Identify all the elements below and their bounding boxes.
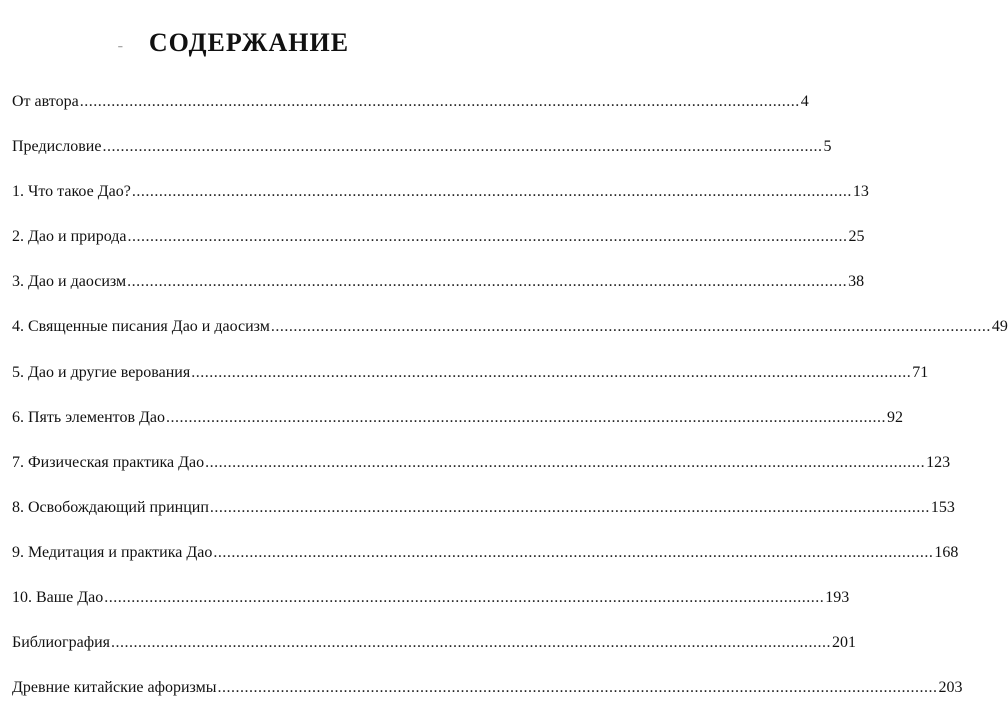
toc-entry-label: 4. Священные писания Дао и даосизм bbox=[12, 318, 270, 336]
toc-entry bbox=[12, 498, 955, 543]
page-title: СОДЕРЖАНИЕ bbox=[148, 28, 350, 57]
leader-dots: ................................................................................................................................................................ bbox=[213, 543, 934, 561]
toc-entry bbox=[12, 678, 963, 723]
leader-dots: ................................................................................................................................................................ bbox=[127, 228, 848, 246]
toc-entry-label: 2. Дао и природа bbox=[12, 228, 127, 246]
toc-entry-page: 13 bbox=[852, 183, 869, 201]
leader-dots: ................................................................................................................................................................ bbox=[166, 408, 887, 426]
leader-dots: ................................................................................................................................................................ bbox=[127, 273, 848, 291]
leader-dots: ................................................................................................................................................................ bbox=[270, 318, 991, 336]
toc-entry-label: 1. Что такое Дао? bbox=[12, 183, 131, 201]
toc-entry bbox=[12, 408, 904, 453]
toc-entry-label: Древние китайские афоризмы bbox=[12, 679, 217, 697]
toc-entry-label: 3. Дао и даосизм bbox=[12, 273, 127, 291]
toc-entry-page: 5 bbox=[823, 138, 832, 156]
toc-entry bbox=[12, 453, 951, 498]
toc-entry-label: 7. Физическая практика Дао bbox=[12, 453, 205, 471]
toc-entry bbox=[12, 92, 809, 137]
toc-entry bbox=[12, 137, 832, 182]
toc-entry-label: 9. Медитация и практика Дао bbox=[12, 543, 213, 561]
toc-entry bbox=[12, 227, 865, 272]
leader-dots: ................................................................................................................................................................ bbox=[104, 589, 825, 607]
leader-dots: ................................................................................................................................................................ bbox=[217, 679, 938, 697]
leader-dots: ................................................................................................................................................................ bbox=[205, 453, 926, 471]
toc-entry-label: 8. Освобождающий принцип bbox=[12, 498, 209, 516]
leader-dots: ................................................................................................................................................................ bbox=[131, 183, 852, 201]
toc-entry-label: 5. Дао и другие верования bbox=[12, 363, 191, 381]
toc-entry bbox=[12, 272, 865, 317]
leader-dots: ................................................................................................................................................................ bbox=[111, 634, 831, 652]
toc-entry-label: Предисловие bbox=[12, 138, 102, 156]
toc-entry bbox=[12, 317, 1008, 362]
toc-entry-page: 71 bbox=[912, 363, 929, 381]
leader-dots: ................................................................................................................................................................ bbox=[102, 138, 823, 156]
toc-entry-page: 193 bbox=[825, 589, 850, 607]
toc-entry-label: 6. Пять элементов Дао bbox=[12, 408, 166, 426]
toc-entry bbox=[12, 182, 869, 227]
table-of-contents bbox=[12, 92, 1008, 723]
toc-entry-page: 4 bbox=[800, 93, 809, 110]
toc-entry-page: 153 bbox=[930, 498, 955, 516]
toc-entry-page: 25 bbox=[848, 228, 865, 246]
toc-entry-page: 92 bbox=[887, 408, 904, 426]
toc-entry-page: 38 bbox=[848, 273, 865, 291]
toc-entry-label: 10. Ваше Дао bbox=[12, 589, 104, 607]
print-mark: ˉ bbox=[118, 44, 123, 59]
toc-entry bbox=[12, 588, 850, 633]
toc-entry-page: 201 bbox=[832, 634, 856, 652]
leader-dots: ................................................................................................................................................................ bbox=[191, 363, 912, 381]
toc-entry-page: 168 bbox=[934, 543, 959, 561]
toc-entry-label: Библиография bbox=[12, 634, 110, 652]
toc-entry-page: 49 bbox=[991, 318, 1008, 336]
leader-dots: ................................................................................................................................................................ bbox=[209, 498, 930, 516]
toc-entry-page: 123 bbox=[926, 453, 951, 471]
toc-entry bbox=[12, 363, 929, 408]
toc-entry bbox=[12, 543, 959, 588]
toc-entry-page: 203 bbox=[938, 679, 963, 697]
toc-entry bbox=[12, 633, 856, 678]
toc-entry-label: От автора bbox=[12, 93, 79, 110]
leader-dots: ................................................................................................................................................................ bbox=[79, 93, 800, 110]
